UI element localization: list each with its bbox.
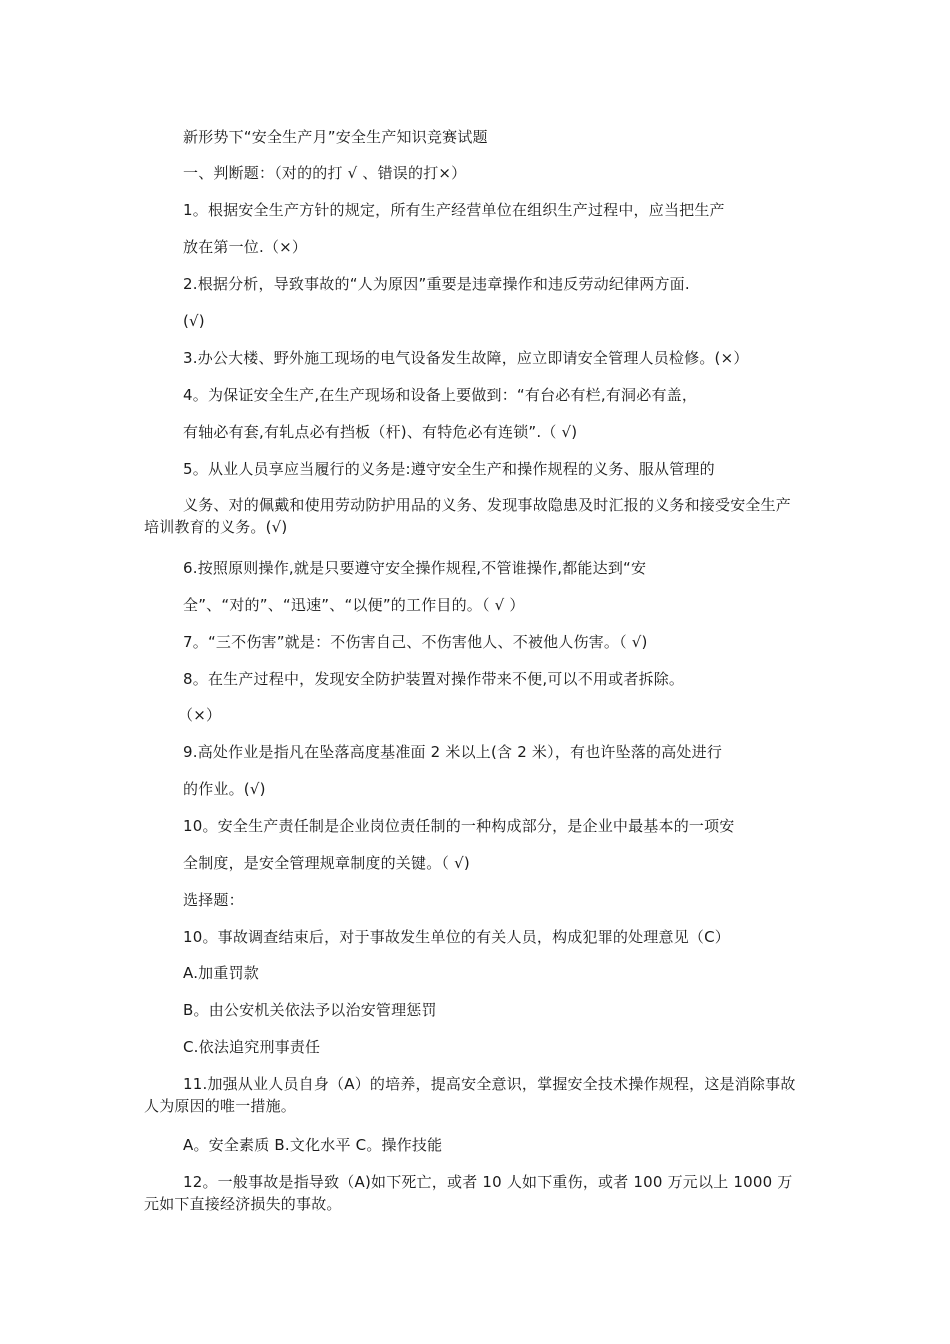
choice-10-option-a: A.加重罚款 [183, 964, 259, 982]
question-4-line-2: 有轴必有套,有轧点必有挡板（杆)、有特危必有连锁”.（ √) [183, 423, 578, 441]
question-7: 7。“三不伤害”就是：不伤害自己、不伤害他人、不被他人伤害。（ √) [183, 633, 648, 651]
question-2-line-1: 2.根据分析，导致事故的“人为原因”重要是违章操作和违反劳动纪律两方面. [183, 275, 690, 293]
question-9-line-1: 9.高处作业是指凡在坠落高度基准面 2 米以上(含 2 米），有也许坠落的高处进行 [183, 743, 723, 761]
document-title: 新形势下“安全生产月”安全生产知识竞赛试题 [183, 128, 488, 146]
question-5-line-1: 5。从业人员享应当履行的义务是:遵守安全生产和操作规程的义务、服从管理的 [183, 460, 715, 478]
choice-question-12: 12。一般事故是指导致（A)如下死亡，或者 10 人如下重伤，或者 100 万元以上 1000 万元如下直接经济损失的事故。 [144, 1173, 793, 1213]
question-10-line-2: 全制度，是安全管理规章制度的关键。（ √) [183, 854, 470, 872]
question-1-line-2: 放在第一位.（×） [183, 238, 308, 256]
choice-question-10: 10。事故调查结束后，对于事故发生单位的有关人员，构成犯罪的处理意见（C） [183, 928, 730, 946]
choice-question-11: 11.加强从业人员自身（A）的培养，提高安全意识，掌握安全技术操作规程，这是消除事故人为原因的唯一措施。 [144, 1075, 796, 1115]
question-10-line-1: 10。安全生产责任制是企业岗位责任制的一种构成部分，是企业中最基本的一项安 [183, 817, 735, 835]
question-5-line-2: 义务、对的佩戴和使用劳动防护用品的义务、发现事故隐患及时汇报的义务和接受安全生产培训教育的义务。(√) [144, 496, 792, 536]
section-heading-true-false: 一、判断题：（对的的打 √ 、错误的打×） [183, 164, 467, 182]
question-2-line-2: (√) [183, 312, 205, 330]
question-9-line-2: 的作业。(√) [183, 780, 266, 798]
section-heading-multiple-choice: 选择题： [183, 891, 244, 909]
question-1-line-1: 1。根据安全生产方针的规定，所有生产经营单位在组织生产过程中，应当把生产 [183, 201, 725, 219]
choice-11-options: A。安全素质 B.文化水平 C。操作技能 [183, 1136, 443, 1154]
choice-10-option-b: B。由公安机关依法予以治安管理惩罚 [183, 1001, 437, 1019]
question-6-line-2: 全”、“对的”、“迅速”、“以便”的工作目的。（ √ ） [183, 596, 525, 614]
question-3: 3.办公大楼、野外施工现场的电气设备发生故障，应立即请安全管理人员检修。(×） [183, 349, 749, 367]
question-8-line-1: 8。在生产过程中，发现安全防护装置对操作带来不便,可以不用或者拆除。 [183, 670, 685, 688]
question-8-line-2: （×） [178, 706, 222, 724]
question-6-line-1: 6.按照原则操作,就是只要遵守安全操作规程,不管谁操作,都能达到“安 [183, 559, 647, 577]
question-4-line-1: 4。为保证安全生产,在生产现场和设备上要做到：“有台必有栏,有洞必有盖， [183, 386, 698, 404]
choice-10-option-c: C.依法追究刑事责任 [183, 1038, 321, 1056]
